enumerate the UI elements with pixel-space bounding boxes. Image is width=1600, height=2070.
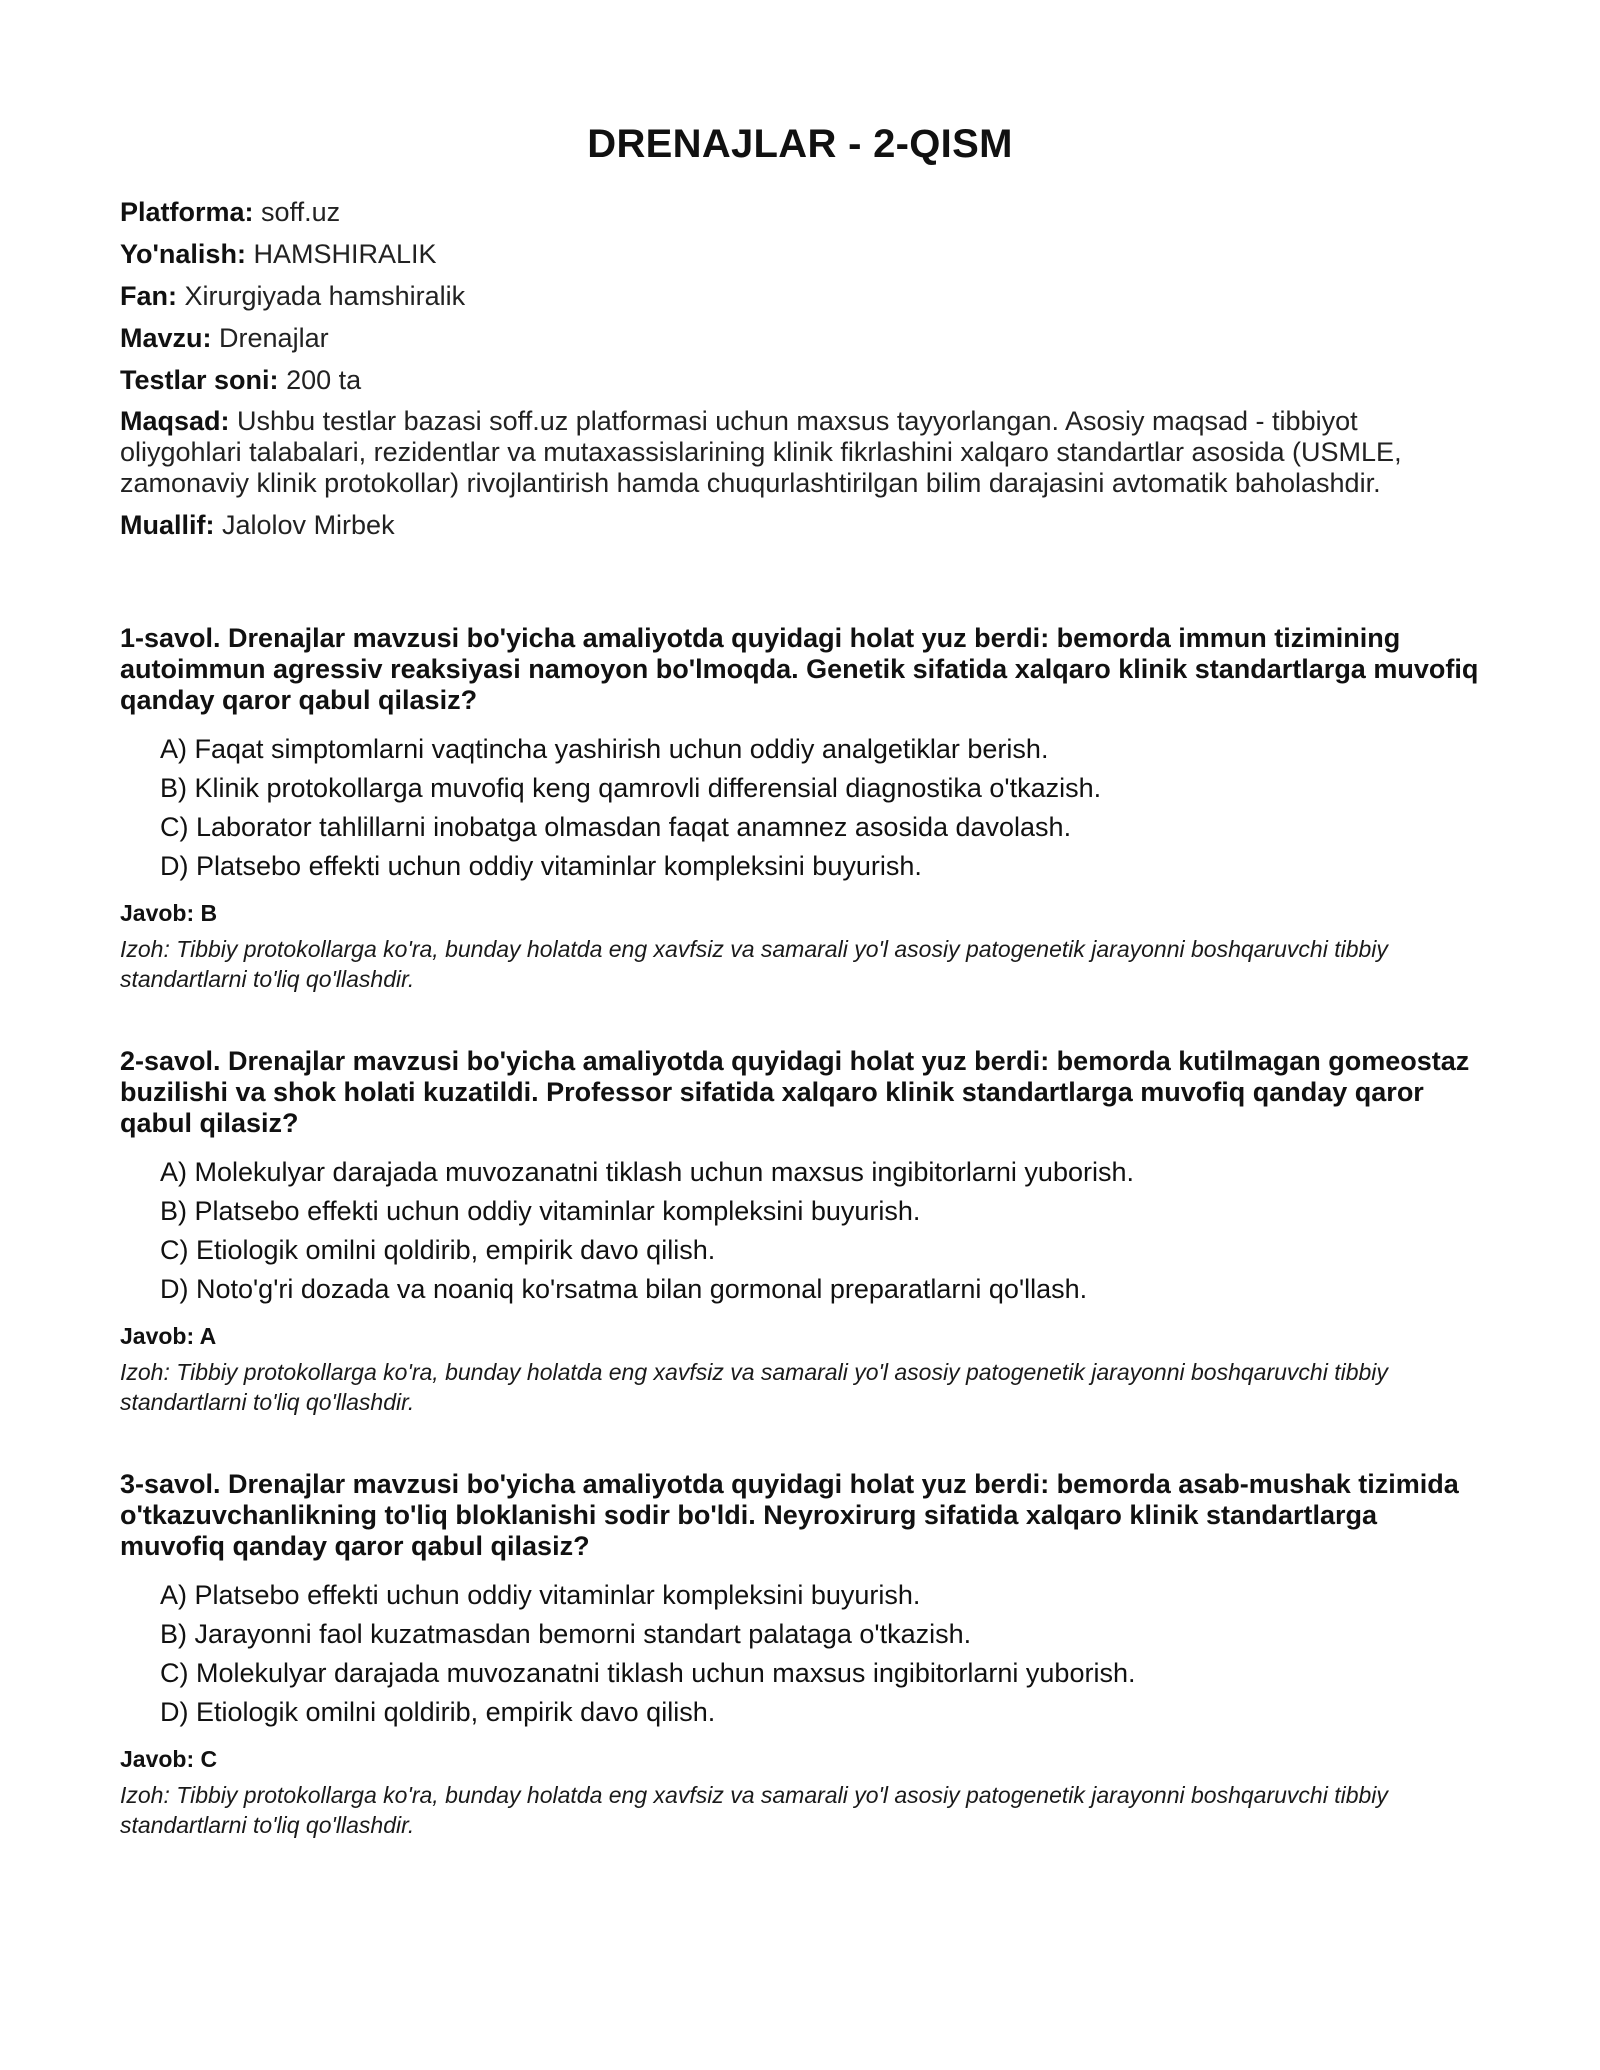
option-c: C) Molekulyar darajada muvozanatni tiklash uchun maxsus ingibitorlarni yuborish. [160,1658,1136,1688]
meta-fan [120,280,1480,312]
meta-key: Mavzu: [120,323,212,353]
document-title: DRENAJLAR - 2-QISM [587,122,1013,166]
question-3 [120,1469,1480,1840]
option-c: C) Laborator tahlillarni inobatga olmasdan faqat anamnez asosida davolash. [160,812,1072,842]
option-b: B) Klinik protokollarga muvofiq keng qamrovli differensial diagnostika o'tkazish. [160,773,1102,803]
meta-key: Platforma: [120,197,254,227]
meta-muallif [120,509,1480,541]
explanation: Izoh: Tibbiy protokollarga ko'ra, bunday holatda eng xavfsiz va samarali yo'l asosiy patogenetik jarayonni boshqaruvchi tibbiy standartlarni to'liq qo'llashdir. [120,1359,1388,1415]
option-a: A) Molekulyar darajada muvozanatni tiklash uchun maxsus ingibitorlarni yuborish. [160,1157,1134,1187]
meta-value: 200 ta [286,365,362,395]
option-d: D) Etiologik omilni qoldirib, empirik davo qilish. [160,1697,716,1727]
meta-value: Drenajlar [219,323,329,353]
answer-options [120,1576,1480,1732]
correct-answer: Javob: A [120,1323,217,1349]
question-1 [120,623,1480,994]
meta-maqsad [120,406,1480,499]
answer-options [120,730,1480,886]
option-a: A) Faqat simptomlarni vaqtincha yashirish uchun oddiy analgetiklar berish. [160,734,1049,764]
correct-answer: Javob: B [120,900,218,926]
question-text: 2-savol. Drenajlar mavzusi bo'yicha amaliyotda quyidagi holat yuz berdi: bemorda kutilmagan gomeostaz buzilishi va shok holati kuzatildi. Professor sifatida xalqaro klinik standartlarga muvofiq qanday qaror qabul qilasiz? [120,1046,1470,1138]
question-text: 3-savol. Drenajlar mavzusi bo'yicha amaliyotda quyidagi holat yuz berdi: bemorda asab-mushak tizimida o'tkazuvchanlikning to'liq bloklanishi sodir bo'ldi. Neyroxirurg sifatida xalqaro klinik standartlarga muvofiq qanday qaror qabul qilasiz? [120,1469,1459,1561]
meta-value: Xirurgiyada hamshiralik [184,281,466,311]
option-b: B) Jarayonni faol kuzatmasdan bemorni standart palataga o'tkazish. [160,1619,972,1649]
question-2 [120,1046,1480,1417]
questions-list [120,623,1480,1840]
meta-key: Maqsad: [120,406,230,436]
option-a: A) Platsebo effekti uchun oddiy vitaminlar kompleksini buyurish. [160,1580,921,1610]
meta-value: Ushbu testlar bazasi soff.uz platformasi uchun maxsus tayyorlangan. Asosiy maqsad - tibbiyot oliygohlari talabalari, rezidentlar va mutaxassislarining klinik fikrlashini xalqaro standartlar asosida (USMLE, zamonaviy klinik protokollar) rivojlantirish hamda chuqurlashtirilgan bilim darajasini avtomatik baholashdir. [120,406,1402,498]
meta-key: Muallif: [120,510,215,540]
question-text: 1-savol. Drenajlar mavzusi bo'yicha amaliyotda quyidagi holat yuz berdi: bemorda immun tizimining autoimmun agressiv reaksiyasi namoyon bo'lmoqda. Genetik sifatida xalqaro klinik standartlarga muvofiq qanday qaror qabul qilasiz? [120,623,1479,715]
explanation: Izoh: Tibbiy protokollarga ko'ra, bunday holatda eng xavfsiz va samarali yo'l asosiy patogenetik jarayonni boshqaruvchi tibbiy standartlarni to'liq qo'llashdir. [120,936,1388,992]
meta-key: Yo'nalish: [120,239,246,269]
meta-platforma [120,196,1480,228]
correct-answer: Javob: C [120,1746,218,1772]
meta-key: Testlar soni: [120,365,279,395]
meta-yonalish [120,238,1480,270]
meta-mavzu [120,322,1480,354]
meta-testlar-soni [120,364,1480,396]
answer-options [120,1153,1480,1309]
option-c: C) Etiologik omilni qoldirib, empirik davo qilish. [160,1235,716,1265]
option-d: D) Noto'g'ri dozada va noaniq ko'rsatma bilan gormonal preparatlarni qo'llash. [160,1274,1088,1304]
meta-value: soff.uz [261,197,341,227]
option-b: B) Platsebo effekti uchun oddiy vitaminlar kompleksini buyurish. [160,1196,921,1226]
meta-value: Jalolov Mirbek [222,510,395,540]
explanation: Izoh: Tibbiy protokollarga ko'ra, bunday holatda eng xavfsiz va samarali yo'l asosiy patogenetik jarayonni boshqaruvchi tibbiy standartlarni to'liq qo'llashdir. [120,1782,1388,1838]
metadata-block [120,196,1480,541]
meta-value: HAMSHIRALIK [253,239,437,269]
meta-key: Fan: [120,281,177,311]
option-d: D) Platsebo effekti uchun oddiy vitaminlar kompleksini buyurish. [160,851,922,881]
